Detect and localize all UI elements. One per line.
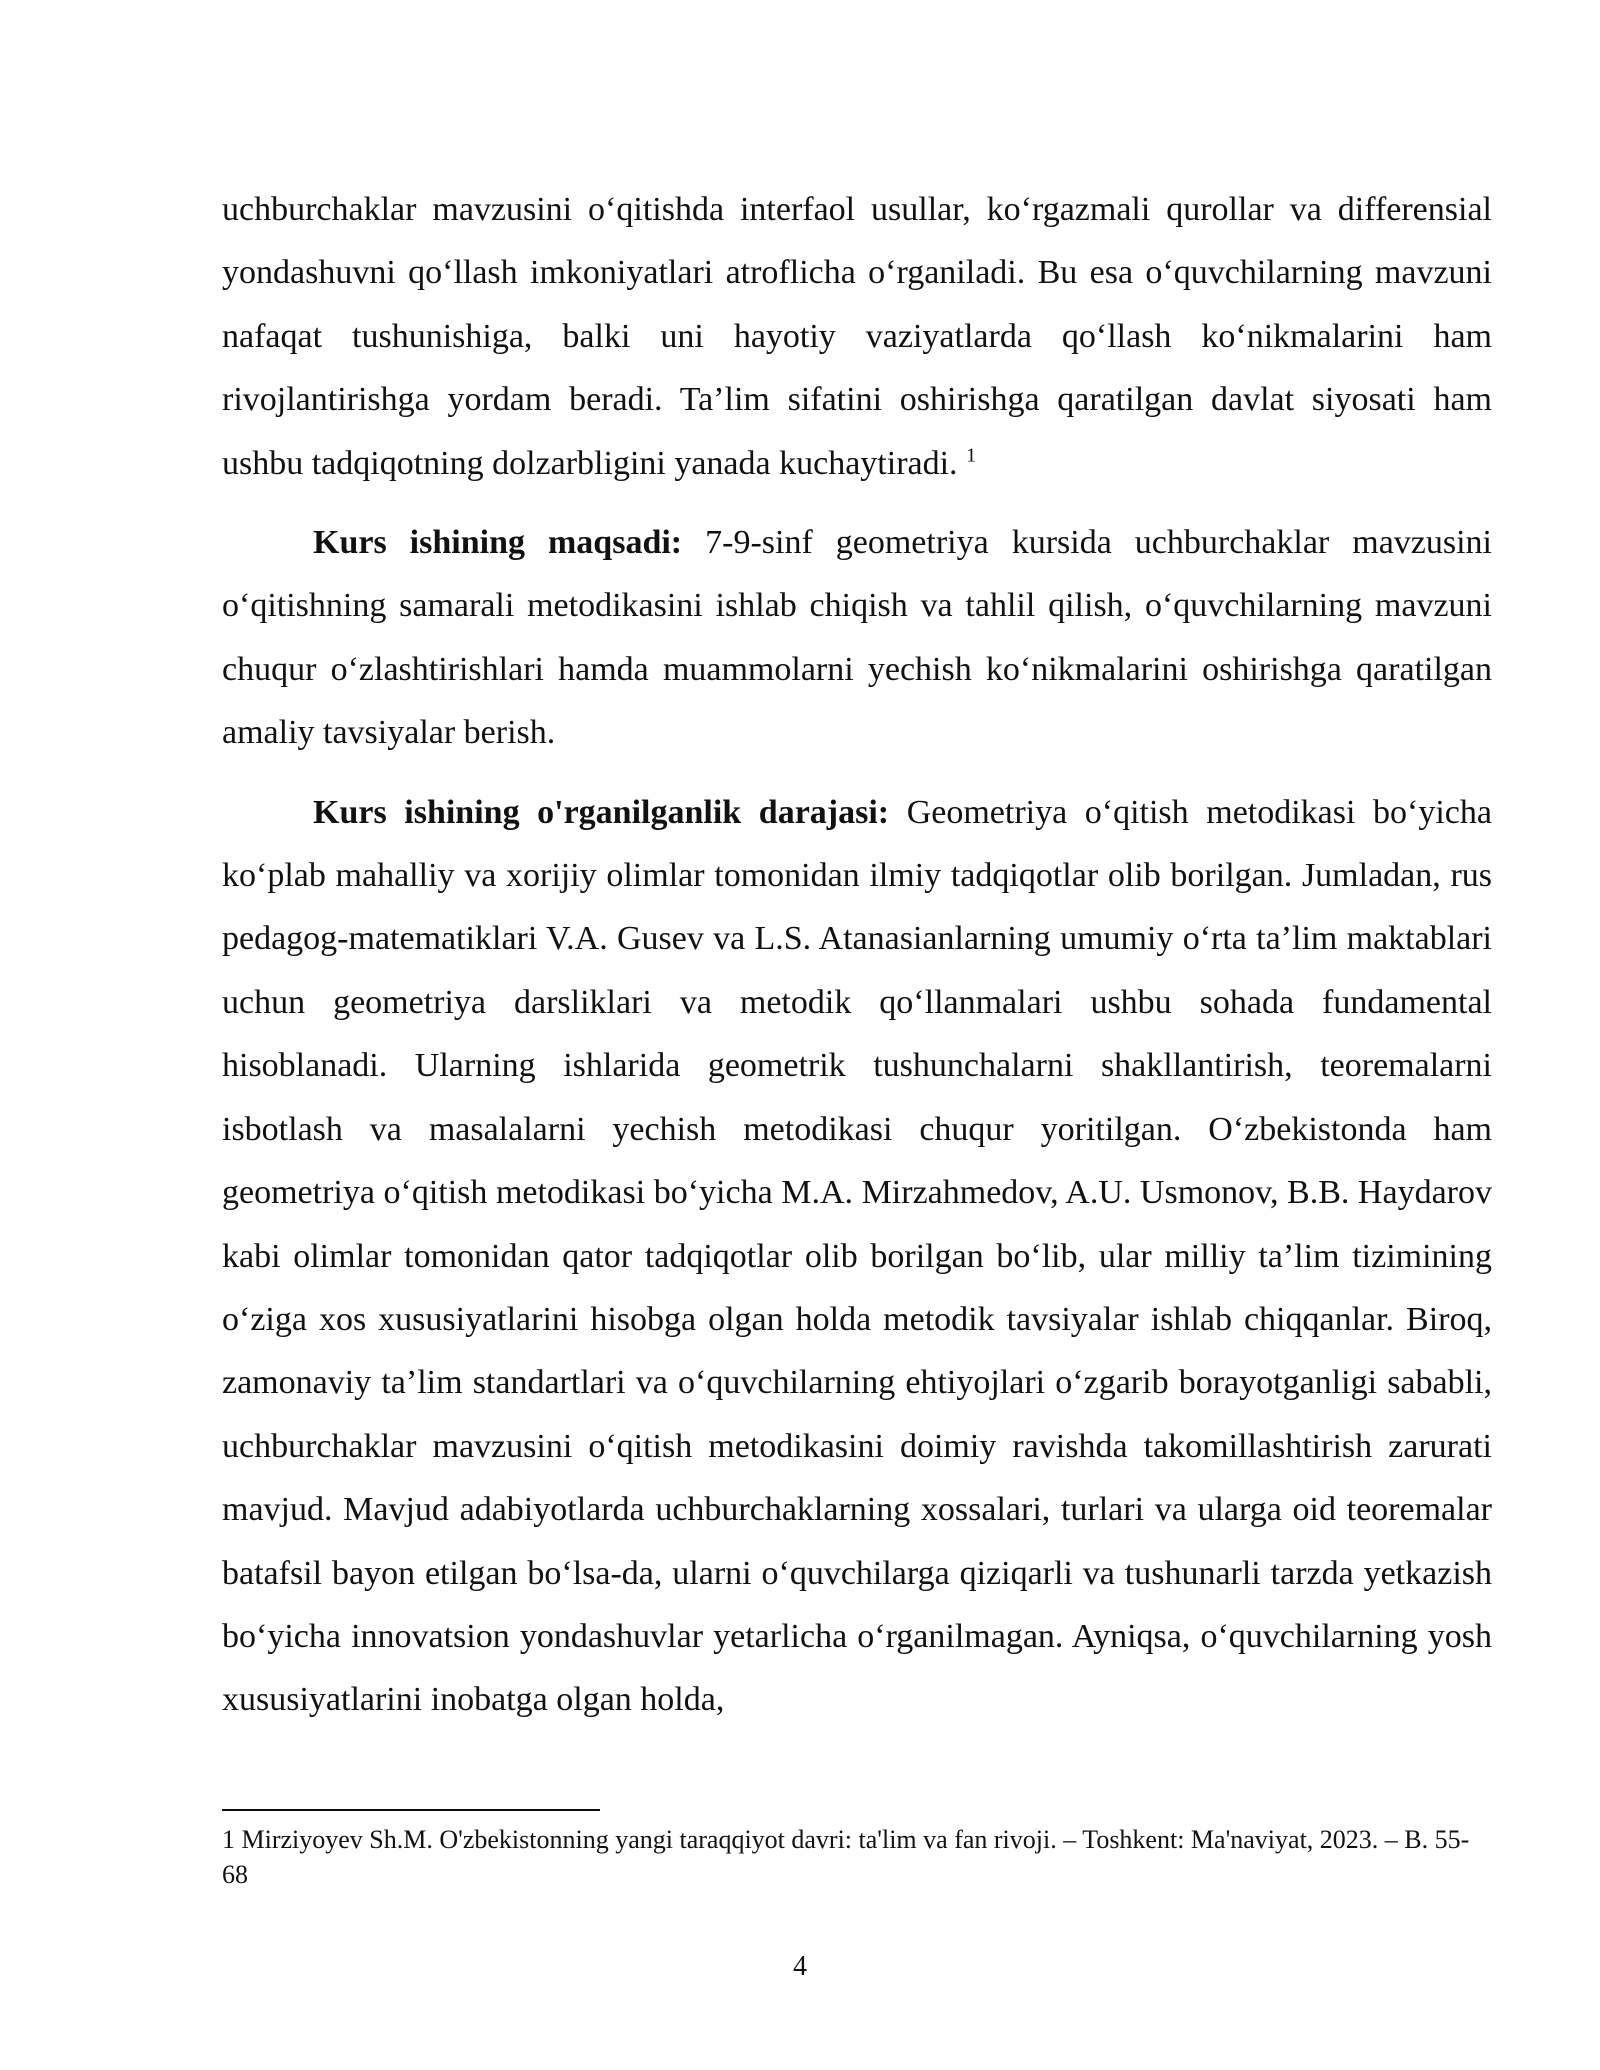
footnote-reference: 1	[966, 444, 977, 467]
paragraph-text: uchburchaklar mavzusini o‘qitishda interfaol usullar, ko‘rgazmali qurollar va differensial yondashuvni qo‘llash imkoniyatlari atroflicha o‘rganiladi. Bu esa o‘quvchilarning mavzuni nafaqat tushunishiga, balki uni hayotiy vaziyatlarda qo‘llash ko‘nikmalarini ham rivojlantirishga yordam beradi. Ta’lim sifatini oshirishga qaratilgan davlat siyosati ham ushbu tadqiqotning dolzarbligini yanada kuchaytiradi.	[222, 191, 1492, 482]
paragraph-lead-heading: Kurs ishining o'rganilganlik darajasi:	[313, 793, 890, 831]
paragraph-lead-heading: Kurs ishining maqsadi:	[313, 524, 683, 562]
body-text	[222, 178, 1492, 1732]
footnote-text: 1 Mirziyoyev Sh.M. O'zbekistonning yangi taraqqiyot davri: ta'lim va fan rivoji. – Toshkent: Ma'naviyat, 2023. – B. 55-68	[222, 1825, 1470, 1889]
page-number: 4	[793, 1951, 807, 1982]
paragraph-study-level	[222, 781, 1492, 1732]
paragraph-text: 7-9-sinf geometriya kursida uchburchaklar mavzusini o‘qitishning samarali metodikasini ishlab chiqish va tahlil qilish, o‘quvchilarning mavzuni chuqur o‘zlashtirishlari hamda muammolarni yechish ko‘nikmalarini oshirishga qaratilgan amaliy tavsiyalar berish.	[222, 524, 1492, 752]
footnote-separator	[222, 1809, 600, 1811]
paragraph-goal	[222, 511, 1492, 765]
paragraph-intro-continuation	[222, 178, 1492, 495]
paragraph-text: Geometriya o‘qitish metodikasi bo‘yicha ko‘plab mahalliy va xorijiy olimlar tomonidan ilmiy tadqiqotlar olib borilgan. Jumladan, rus pedagog-matematiklari V.A. Gusev va L.S. Atanasianlarning umumiy o‘rta ta’lim maktablari uchun geometriya darsliklari va metodik qo‘llanmalari ushbu sohada fundamental hisoblanadi. Ularning ishlarida geometrik tushunchalarni shakllantirish, teoremalarni isbotlash va masalalarni yechish metodikasi chuqur yoritilgan. O‘zbekistonda ham geometriya o‘qitish metodikasi bo‘yicha M.A. Mirzahmedov, A.U. Usmonov, B.B. Haydarov kabi olimlar tomonidan qator tadqiqotlar olib borilgan bo‘lib, ular milliy ta’lim tizimining o‘ziga xos xususiyatlarini hisobga olgan holda metodik tavsiyalar ishlab chiqqanlar. Biroq, zamonaviy ta’lim standartlari va o‘quvchilarning ehtiyojlari o‘zgarib borayotganligi sababli, uchburchaklar mavzusini o‘qitish metodikasini doimiy ravishda takomillashtirish zarurati mavjud. Mavjud adabiyotlarda uchburchaklarning xossalari, turlari va ularga oid teoremalar batafsil bayon etilgan bo‘lsa-da, ularni o‘quvchilarga qiziqarli va tushunarli tarzda yetkazish bo‘yicha innovatsion yondashuvlar yetarlicha o‘rganilmagan. Ayniqsa, o‘quvchilarning yosh xususiyatlarini inobatga olgan holda,	[222, 793, 1492, 1719]
